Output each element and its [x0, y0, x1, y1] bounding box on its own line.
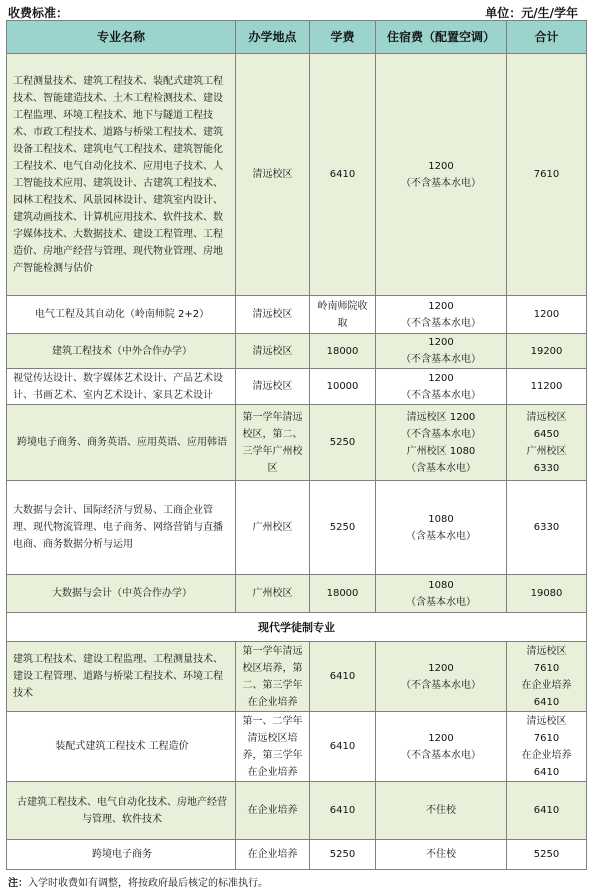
total-line: 在企业培养 [521, 679, 572, 691]
location-cell: 清远校区 [236, 369, 310, 405]
lodging-cell [376, 334, 507, 369]
lodging-line: （含基本水电） [406, 462, 476, 474]
lodging-cell [376, 712, 507, 782]
lodging-line: （含基本水电） [406, 530, 476, 542]
lodging-line: 1200 [428, 732, 454, 744]
table-row [7, 782, 587, 840]
total-cell [507, 369, 587, 405]
total-line: 7610 [533, 732, 560, 744]
total-line: 7610 [533, 662, 560, 674]
lodging-cell [376, 54, 507, 296]
total-line: 在企业培养 [521, 749, 572, 761]
total-line: 1200 [533, 309, 560, 320]
total-cell [507, 575, 587, 613]
footnote-text: 入学时收费如有调整，将按政府最后核定的标准执行。 [28, 878, 268, 889]
header-location: 办学地点 [236, 21, 310, 54]
total-line: 19080 [530, 588, 563, 599]
lodging-line: 不住校 [426, 805, 456, 816]
tuition-cell: 6410 [310, 54, 376, 296]
lodging-line: （不含基本水电） [401, 389, 481, 401]
total-cell [507, 712, 587, 782]
table-row [7, 481, 587, 575]
tuition-cell: 10000 [310, 369, 376, 405]
total-cell [507, 334, 587, 369]
lodging-cell [376, 369, 507, 405]
location-cell: 广州校区 [236, 575, 310, 613]
total-line: 清远校区 [526, 411, 567, 423]
table-row [7, 642, 587, 712]
location-cell: 第一、二学年清远校区培养，第三学年在企业培养 [236, 712, 310, 782]
total-cell [507, 642, 587, 712]
table-row [7, 54, 587, 296]
location-cell: 广州校区 [236, 481, 310, 575]
total-cell [507, 405, 587, 481]
table-caption-bar [8, 2, 586, 20]
lodging-line: 1200 [428, 160, 454, 172]
majors-cell: 跨境电子商务、商务英语、应用英语、应用韩语 [7, 405, 236, 481]
lodging-line: （不含基本水电） [401, 679, 481, 691]
lodging-line: 清远校区 1200 [406, 411, 476, 423]
header-major: 专业名称 [7, 21, 236, 54]
footnote [8, 874, 268, 889]
majors-cell: 建筑工程技术、建设工程监理、工程测量技术、建设工程管理、道路与桥梁工程技术、环境工程技术 [7, 642, 236, 712]
total-line: 11200 [530, 381, 563, 392]
lodging-cell [376, 405, 507, 481]
majors-cell: 古建筑工程技术、电气自动化技术、房地产经营与管理、软件技术 [7, 782, 236, 840]
total-cell [507, 54, 587, 296]
location-cell: 清远校区 [236, 54, 310, 296]
total-cell [507, 296, 587, 334]
total-line: 7610 [533, 169, 560, 180]
lodging-cell [376, 481, 507, 575]
lodging-cell [376, 840, 507, 870]
tuition-cell: 5250 [310, 840, 376, 870]
table-row [7, 334, 587, 369]
total-line: 6410 [533, 766, 560, 778]
table-row [7, 712, 587, 782]
total-line: 5250 [533, 849, 560, 860]
table-row [7, 296, 587, 334]
tuition-cell: 6410 [310, 642, 376, 712]
tuition-cell: 18000 [310, 334, 376, 369]
total-line: 清远校区 [526, 645, 567, 657]
unit-label: 单位：元/生/学年 [485, 6, 578, 20]
location-cell: 清远校区 [236, 334, 310, 369]
location-cell: 在企业培养 [236, 840, 310, 870]
tuition-cell: 5250 [310, 481, 376, 575]
table-row [7, 405, 587, 481]
footnote-label: 注： [8, 878, 28, 889]
fee-table [6, 20, 587, 870]
header-tuition: 学费 [310, 21, 376, 54]
location-cell: 第一学年清远校区培养，第二、第三学年在企业培养 [236, 642, 310, 712]
location-cell: 清远校区 [236, 296, 310, 334]
total-line: 6330 [533, 522, 560, 533]
lodging-line: （不含基本水电） [401, 177, 481, 189]
lodging-line: 1080 [428, 579, 454, 591]
lodging-cell [376, 296, 507, 334]
table-header-row [7, 21, 587, 54]
location-cell: 在企业培养 [236, 782, 310, 840]
lodging-line: 1200 [428, 300, 454, 312]
lodging-line: 1200 [428, 662, 454, 674]
lodging-cell [376, 642, 507, 712]
total-cell [507, 481, 587, 575]
majors-cell: 装配式建筑工程技术 工程造价 [7, 712, 236, 782]
tuition-cell: 6410 [310, 712, 376, 782]
tuition-cell: 5250 [310, 405, 376, 481]
total-line: 6410 [533, 696, 560, 708]
lodging-line: 1200 [428, 372, 454, 384]
total-line: 清远校区 [526, 715, 567, 727]
lodging-cell [376, 782, 507, 840]
total-line: 广州校区 [526, 445, 567, 457]
majors-cell: 电气工程及其自动化（岭南师院 2+2） [7, 296, 236, 334]
lodging-line: （不含基本水电） [401, 428, 481, 440]
total-line: 6450 [533, 428, 560, 440]
tuition-cell: 岭南师院收取 [310, 296, 376, 334]
majors-cell: 工程测量技术、建筑工程技术、装配式建筑工程技术、智能建造技术、土木工程检测技术、建设工程监理、环境工程技术、地下与隧道工程技术、市政工程技术、道路与桥梁工程技术、建筑设备工程技术、建筑电气工程技术、建筑智能化工程技术、电气自动化技术、应用电子技术、人工智能技术应用、建筑设计、古建筑工程技术、园林工程技术、风景园林设计、建筑室内设计、建筑动画技术、计算机应用技术、软件技术、数字媒体技术、大数据技术、建设工程管理、工程造价、房地产经营与管理、现代物业管理、房地产智能检测与估价 [7, 54, 236, 296]
location-cell: 第一学年清远校区，第二、三学年广州校区 [236, 405, 310, 481]
section-row [7, 613, 587, 642]
section-title: 现代学徒制专业 [7, 613, 587, 642]
majors-cell: 大数据与会计（中英合作办学） [7, 575, 236, 613]
total-line: 6330 [533, 462, 560, 474]
lodging-line: （含基本水电） [406, 596, 476, 608]
majors-cell: 建筑工程技术（中外合作办学） [7, 334, 236, 369]
lodging-line: 1200 [428, 337, 454, 348]
header-total: 合计 [507, 21, 587, 54]
lodging-line: 不住校 [426, 849, 456, 860]
table-row [7, 840, 587, 870]
lodging-line: （不含基本水电） [401, 749, 481, 761]
majors-cell: 大数据与会计、国际经济与贸易、工商企业管理、现代物流管理、电子商务、网络营销与直播电商、商务数据分析与运用 [7, 481, 236, 575]
total-line: 6410 [533, 805, 560, 816]
lodging-line: （不含基本水电） [401, 354, 481, 365]
total-line: 19200 [530, 345, 563, 357]
tuition-cell: 6410 [310, 782, 376, 840]
majors-cell: 视觉传达设计、数字媒体艺术设计、产品艺术设计、书画艺术、室内艺术设计、家具艺术设计 [7, 369, 236, 405]
fee-standard-heading: 收费标准： [8, 6, 69, 20]
lodging-line: 广州校区 1080 [406, 445, 476, 457]
lodging-line: 1080 [428, 513, 454, 525]
header-lodging: 住宿费（配置空调） [376, 21, 507, 54]
table-row [7, 369, 587, 405]
tuition-cell: 18000 [310, 575, 376, 613]
total-cell [507, 782, 587, 840]
lodging-cell [376, 575, 507, 613]
lodging-line: （不含基本水电） [401, 317, 481, 329]
table-row [7, 575, 587, 613]
majors-cell: 跨境电子商务 [7, 840, 236, 870]
total-cell [507, 840, 587, 870]
